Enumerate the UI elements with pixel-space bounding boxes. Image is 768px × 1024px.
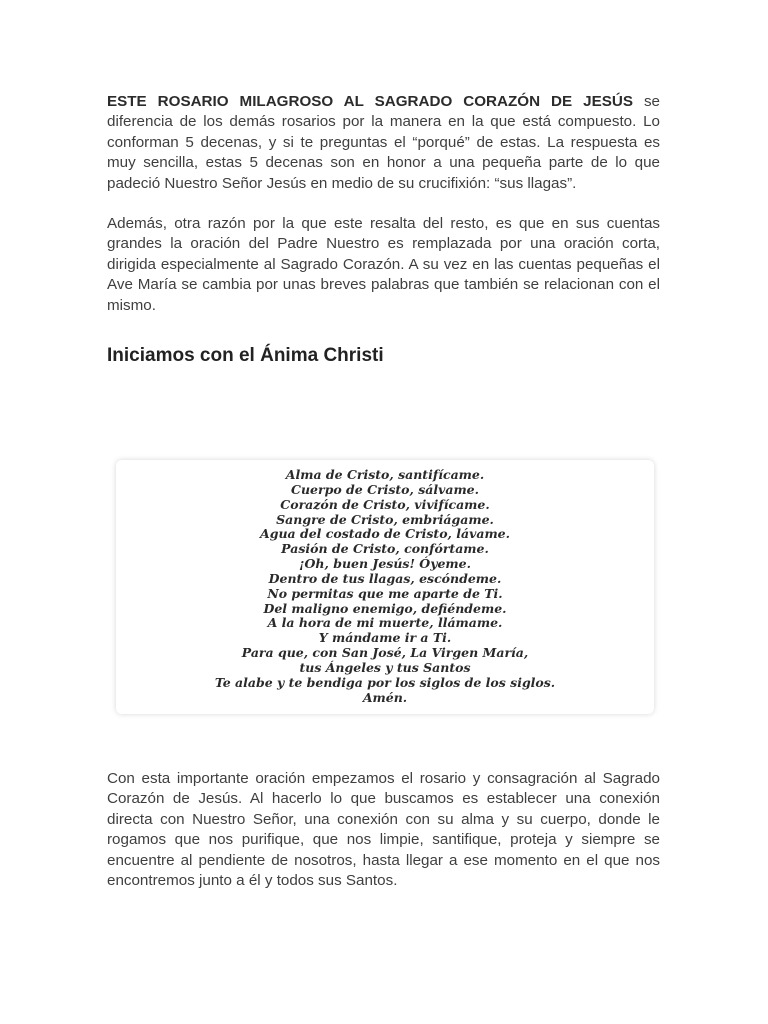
prayer-line: Alma de Cristo, santifícame.: [285, 467, 485, 482]
intro-paragraph-text: se diferencia de los demás rosarios por la manera en la que está compuesto. Lo conforman 5 decenas, y si te preguntas el “porqué” de estas. La respuesta es muy sencilla, estas 5 decenas son en honor a una pequeña parte de lo que padeció Nuestro Señor Jesús en medio de su crucifixión: “sus llagas”.: [107, 93, 660, 192]
section-heading: Iniciamos con el Ánima Christi: [107, 345, 384, 367]
prayer-line: Amén.: [362, 689, 408, 705]
prayer-line: tus Ángeles y tus Santos: [299, 659, 471, 675]
prayer-line: Agua del costado de Cristo, lávame.: [260, 526, 510, 542]
prayer-line: Para que, con San José, La Virgen María,: [241, 645, 529, 661]
prayer-line: Cuerpo de Cristo, sálvame.: [291, 481, 479, 497]
second-paragraph: Además, otra razón por la que este resalta del resto, es que en sus cuentas grandes la oración del Padre Nuestro es remplazada por una oración corta, dirigida especialmente al Sagrado Corazón. A su vez en las cuentas pequeñas el Ave María se cambia por unas breves palabras que también se relacionan con el mismo.: [107, 215, 660, 314]
prayer-image-card: [116, 460, 654, 714]
prayer-line: Corazón de Cristo, vivifícame.: [280, 496, 490, 512]
main-content: [107, 92, 660, 368]
closing-paragraph: Con esta importante oración empezamos el rosario y consagración al Sagrado Corazón de Jesús. Al hacerlo lo que buscamos es establecer una conexión directa con Nuestro Señor, una conexión con su alma y su cuerpo, donde le rogamos que nos purifique, que nos limpie, santifique, proteja y siempre se encuentre al pendiente de nosotros, hasta llegar a ese momento en el que nos encontremos junto a él y todos sus Santos.: [107, 770, 660, 890]
intro-paragraph: [107, 92, 660, 194]
prayer-line: Sangre de Cristo, embriágame.: [276, 511, 494, 527]
prayer-line: Te alabe y te bendiga por los siglos de los siglos.: [214, 674, 556, 690]
prayer-line: Del maligno enemigo, defiéndeme.: [263, 600, 507, 616]
prayer-line: A la hora de mi muerte, llámame.: [267, 615, 503, 631]
prayer-line: Y mándame ir a Ti.: [318, 630, 452, 646]
prayer-line: Pasión de Cristo, confórtame.: [281, 541, 489, 557]
prayer-line: ¡Oh, buen Jesús! Óyeme.: [299, 556, 471, 572]
intro-bold-title: ESTE ROSARIO MILAGROSO AL SAGRADO CORAZÓN DE JESÚS: [107, 93, 633, 110]
prayer-line: Dentro de tus llagas, escóndeme.: [268, 570, 502, 586]
prayer-line: No permitas que me aparte de Ti.: [267, 585, 503, 601]
